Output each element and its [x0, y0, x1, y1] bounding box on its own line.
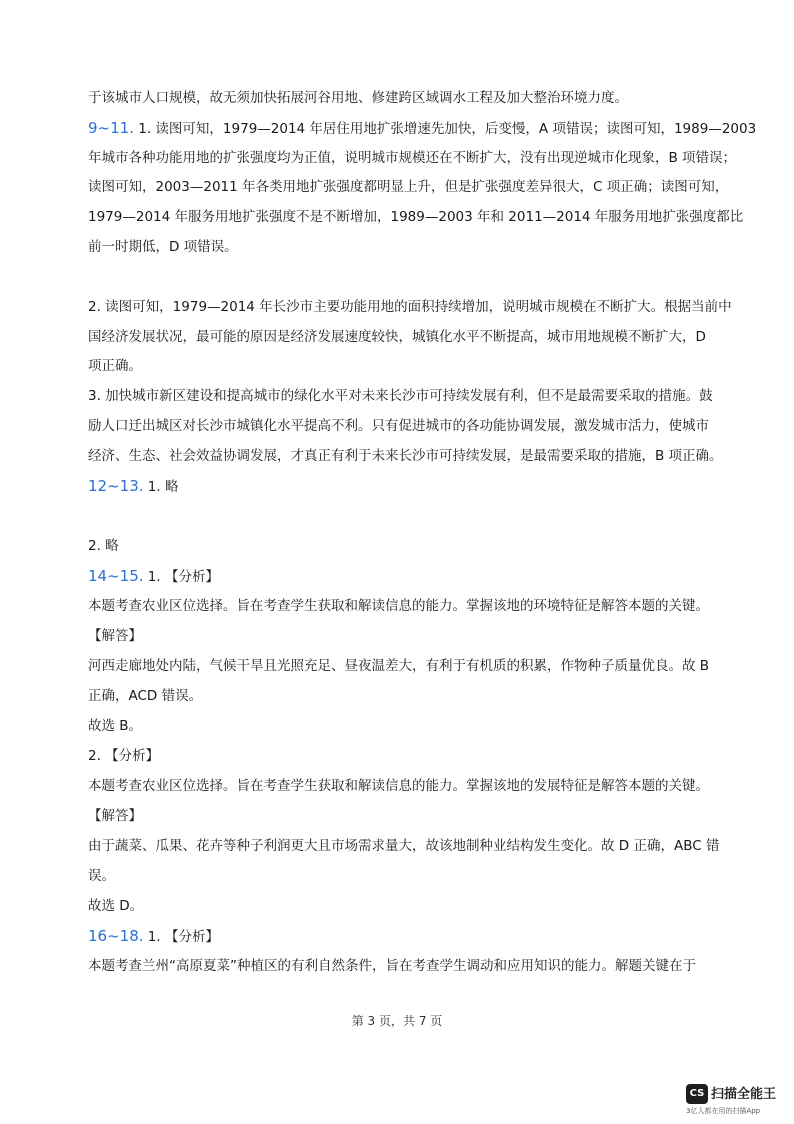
question-number: 12~13. [88, 477, 144, 495]
text-line: 误。 [88, 868, 115, 884]
answer-16-18-line: 16~18. 1. 【分析】 [88, 927, 219, 945]
text-line: 经济、生态、社会效益协调发展，才真正有利于未来长沙市可持续发展，是最需要采取的措施，B 项正确。 [88, 448, 723, 464]
text-line: 前一时期低，D 项错误。 [88, 239, 238, 255]
question-number: 16~18. [88, 927, 144, 945]
text-line: 年城市各种功能用地的扩张强度均为正值，说明城市规模还在不断扩大，没有出现逆城市化现象，B 项错误； [88, 150, 737, 166]
text-line: 读图可知，2003—2011 年各类用地扩张强度都明显上升，但是扩张强度差异很大，C 项正确；读图可知， [88, 179, 729, 195]
answer-14-15-line: 14~15. 1. 【分析】 [88, 567, 219, 585]
text-line: 【解答】 [88, 628, 142, 644]
text-line: 国经济发展状况，最可能的原因是经济发展速度较快，城镇化水平不断提高，城市用地规模不断扩大，D [88, 329, 706, 345]
text-line: 1979—2014 年服务用地扩张强度不是不断增加，1989—2003 年和 2011—2014 年服务用地扩张强度都比 [88, 209, 744, 225]
camscanner-logo-icon: CS [686, 1084, 708, 1104]
page-number-footer: 第 3 页，共 7 页 [351, 1014, 443, 1028]
text-line: 2. 读图可知，1979—2014 年长沙市主要功能用地的面积持续增加，说明城市规模在不断扩大。根据当前中 [88, 299, 732, 315]
text-line: 正确，ACD 错误。 [88, 688, 203, 704]
text-line: 励人口迁出城区对长沙市城镇化水平提高不利。只有促进城市的各功能协调发展，激发城市活力，使城市 [88, 418, 709, 434]
watermark-app-name: 扫描全能王 [711, 1087, 777, 1102]
text-line: 本题考查农业区位选择。旨在考查学生获取和解读信息的能力。掌握该地的发展特征是解答本题的关键。 [88, 778, 709, 794]
question-number: 14~15. [88, 567, 144, 585]
text-line: 2. 略 [88, 538, 119, 554]
text-line: 3. 加快城市新区建设和提高城市的绿化水平对未来长沙市可持续发展有利，但不是最需要采取的措施。鼓 [88, 388, 713, 404]
text-line: 2. 【分析】 [88, 748, 160, 764]
answer-12-13-line: 12~13. 1. 略 [88, 477, 179, 495]
text-line: 项正确。 [88, 358, 142, 374]
text-line: 于该城市人口规模，故无须加快拓展河谷用地、修建跨区域调水工程及加大整治环境力度。 [88, 90, 628, 106]
text-line: 本题考查兰州“高原夏菜”种植区的有利自然条件，旨在考查学生调动和应用知识的能力。解题关键在于 [88, 958, 696, 974]
text-line: 故选 B。 [88, 718, 143, 734]
text-line: 河西走廊地处内陆，气候干旱且光照充足、昼夜温差大，有利于有机质的积累，作物种子质量优良。故 B [88, 658, 710, 674]
answer-9-11-line: 9~11. 1. 读图可知，1979—2014 年居住用地扩张增速先加快，后变慢，A 项错误；读图可知，1989—2003 [88, 119, 757, 137]
watermark-tagline: 3亿人都在用的扫描App [686, 1107, 761, 1115]
text-line: 【解答】 [88, 808, 142, 824]
text-line: 故选 D。 [88, 898, 144, 914]
question-number: 9~11. [88, 119, 134, 137]
text-line: 本题考查农业区位选择。旨在考查学生获取和解读信息的能力。掌握该地的环境特征是解答本题的关键。 [88, 598, 709, 614]
text-line: 由于蔬菜、瓜果、花卉等种子利润更大且市场需求量大，故该地制种业结构发生变化。故 D 正确，ABC 错 [88, 838, 720, 854]
